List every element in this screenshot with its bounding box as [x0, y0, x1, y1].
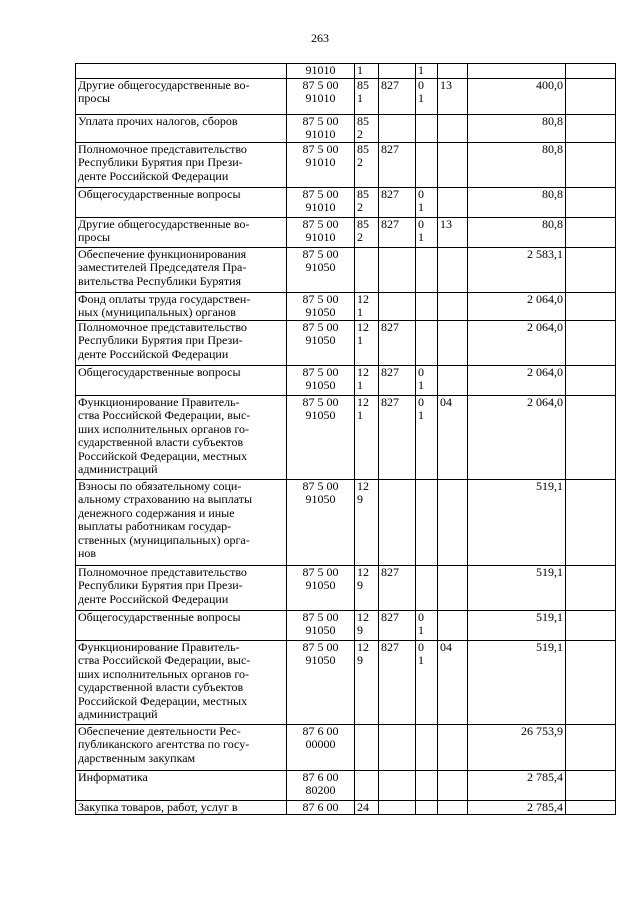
cell-administrator: [379, 724, 416, 770]
cell-name: [76, 114, 287, 142]
cell-section: [416, 565, 438, 610]
cell-name-line: выплаты работникам государ-: [78, 519, 232, 533]
cell-name: [76, 395, 287, 479]
table-row: [76, 217, 616, 247]
cell-section: [416, 395, 438, 479]
cell-name-line: ства Российской Федерации, выс-: [78, 653, 251, 667]
cell-section: [416, 114, 438, 142]
cell-subsection: 13: [438, 217, 468, 247]
cell-expense-type: [355, 479, 379, 565]
cell-expense-type-line: 12: [357, 365, 369, 379]
cell-administrator-line: 827: [381, 217, 399, 231]
cell-section: [416, 247, 438, 292]
cell-name-line: администраций: [78, 462, 158, 476]
cell-name-line: нов: [78, 546, 97, 560]
table-row: [76, 565, 616, 610]
cell-amount: 400,0: [468, 78, 566, 114]
cell-section-line: 0: [418, 78, 424, 92]
cell-target-article-line: 87 6 00: [302, 800, 339, 814]
cell-amount: 2 583,1: [468, 247, 566, 292]
cell-expense-type: [355, 247, 379, 292]
cell-name-line: Другие общегосударственные во-: [78, 78, 250, 92]
cell-extra: [566, 640, 616, 724]
cell-target-article-line: 87 5 00: [302, 217, 339, 231]
cell-target-article-line: 87 5 00: [302, 114, 339, 128]
cell-administrator: [379, 565, 416, 610]
cell-expense-type: [355, 64, 379, 79]
cell-section: [416, 770, 438, 800]
table-row: [76, 800, 616, 815]
cell-target-article-line: 91050: [305, 260, 336, 274]
cell-administrator: [379, 640, 416, 724]
cell-section-line: 1: [418, 623, 424, 637]
cell-expense-type-line: 1: [357, 408, 363, 422]
cell-expense-type-line: 9: [357, 492, 363, 506]
cell-target-article-line: 87 5 00: [302, 142, 339, 156]
cell-expense-type-line: 1: [357, 333, 363, 347]
cell-expense-type: [355, 78, 379, 114]
cell-target-article-line: 87 5 00: [302, 247, 339, 261]
cell-name-line: Другие общегосударственные во-: [78, 217, 250, 231]
cell-administrator: [379, 479, 416, 565]
cell-section: [416, 724, 438, 770]
cell-target-article-line: 87 6 00: [302, 724, 339, 738]
cell-subsection: [438, 247, 468, 292]
cell-target-article: [287, 114, 355, 142]
cell-extra: [566, 724, 616, 770]
cell-expense-type-line: 12: [357, 565, 369, 579]
cell-expense-type-line: 24: [357, 800, 369, 814]
cell-section: [416, 479, 438, 565]
cell-amount: 519,1: [468, 610, 566, 640]
cell-extra: [566, 320, 616, 365]
cell-expense-type-line: 85: [357, 78, 369, 92]
cell-expense-type-line: 1: [357, 91, 363, 105]
cell-subsection: [438, 565, 468, 610]
cell-target-article: [287, 247, 355, 292]
cell-administrator-line: 827: [381, 395, 399, 409]
cell-administrator-line: 827: [381, 142, 399, 156]
cell-name: [76, 142, 287, 187]
cell-target-article-line: 91050: [305, 623, 336, 637]
cell-name: [76, 320, 287, 365]
table-row: [76, 247, 616, 292]
cell-name-line: денежного содержания и иные: [78, 505, 235, 520]
cell-name-line: сударственной власти субъектов: [78, 435, 244, 449]
cell-expense-type-line: 9: [357, 623, 363, 637]
cell-extra: [566, 64, 616, 79]
cell-name-line: Полномочное представительство: [78, 142, 247, 156]
cell-name: [76, 640, 287, 724]
cell-target-article-line: 87 5 00: [302, 365, 339, 379]
cell-name-line: публиканского агентства по госу-: [78, 737, 250, 751]
cell-section-line: 1: [418, 63, 424, 77]
cell-name-line: сударственной власти субъектов: [78, 680, 244, 694]
cell-target-article: [287, 78, 355, 114]
cell-name-line: ства Российской Федерации, выс-: [78, 408, 251, 422]
cell-target-article-line: 87 5 00: [302, 479, 339, 493]
cell-amount: 519,1: [468, 640, 566, 724]
cell-administrator: [379, 365, 416, 395]
cell-expense-type: [355, 320, 379, 365]
cell-extra: [566, 610, 616, 640]
cell-section-line: 0: [418, 395, 424, 409]
cell-subsection: [438, 800, 468, 815]
cell-name-line: администраций: [78, 707, 158, 721]
cell-name: [76, 292, 287, 320]
cell-expense-type-line: 2: [357, 127, 363, 141]
cell-target-article: [287, 565, 355, 610]
cell-name: [76, 565, 287, 610]
table-row: [76, 610, 616, 640]
cell-name-line: Российской Федерации, местных: [78, 693, 248, 708]
cell-target-article-line: 91010: [305, 127, 336, 141]
cell-section: [416, 365, 438, 395]
cell-name-line: денте Российской Федерации: [78, 168, 229, 183]
cell-name-line: денте Российской Федерации: [78, 346, 229, 361]
cell-amount: 80,8: [468, 187, 566, 217]
cell-subsection: [438, 114, 468, 142]
cell-target-article-line: 91050: [305, 408, 336, 422]
cell-name-line: ших исполнительных органов го-: [78, 666, 249, 681]
cell-expense-type-line: 12: [357, 320, 369, 334]
cell-target-article-line: 80200: [305, 783, 336, 797]
cell-name-line: Общегосударственные вопросы: [78, 187, 241, 201]
cell-expense-type: [355, 114, 379, 142]
cell-administrator-line: 827: [381, 78, 399, 92]
cell-target-article-line: 91010: [305, 155, 336, 169]
table-row: [76, 479, 616, 565]
cell-name-line: Обеспечение деятельности Рес-: [78, 724, 241, 738]
cell-section: [416, 64, 438, 79]
cell-expense-type: [355, 292, 379, 320]
cell-target-article-line: 87 5 00: [302, 395, 339, 409]
cell-administrator-line: 827: [381, 565, 399, 579]
cell-section-line: 0: [418, 187, 424, 201]
cell-administrator: [379, 770, 416, 800]
cell-target-article: [287, 610, 355, 640]
cell-expense-type-line: 12: [357, 610, 369, 624]
cell-expense-type-line: 1: [357, 378, 363, 392]
cell-name-line: ших исполнительных органов го-: [78, 421, 249, 436]
table-row: [76, 78, 616, 114]
cell-name-line: просы: [78, 230, 111, 244]
cell-amount: 2 785,4: [468, 770, 566, 800]
cell-administrator: [379, 247, 416, 292]
cell-expense-type: [355, 565, 379, 610]
cell-extra: [566, 770, 616, 800]
cell-extra: [566, 479, 616, 565]
cell-extra: [566, 114, 616, 142]
cell-name: [76, 365, 287, 395]
cell-target-article-line: 91050: [305, 578, 336, 592]
cell-target-article: [287, 395, 355, 479]
cell-expense-type-line: 2: [357, 200, 363, 214]
cell-name: [76, 78, 287, 114]
cell-section-line: 1: [418, 653, 424, 667]
cell-target-article: [287, 187, 355, 217]
cell-name-line: Взносы по обязательному соци-: [78, 479, 242, 493]
cell-name-line: вительства Республики Бурятия: [78, 273, 242, 288]
cell-name-line: Республики Бурятия при Прези-: [78, 333, 243, 347]
cell-target-article-line: 87 5 00: [302, 610, 339, 624]
cell-expense-type-line: 1: [357, 63, 363, 77]
cell-name-line: Закупка товаров, работ, услуг в: [78, 800, 238, 814]
cell-name: [76, 479, 287, 565]
cell-section: [416, 320, 438, 365]
cell-extra: [566, 142, 616, 187]
cell-target-article: [287, 320, 355, 365]
page-number: 263: [311, 31, 329, 45]
cell-amount: 80,8: [468, 114, 566, 142]
cell-target-article-line: 91010: [305, 63, 336, 77]
table-row: [76, 724, 616, 770]
cell-target-article: [287, 800, 355, 815]
table-row: [76, 365, 616, 395]
cell-name: [76, 800, 287, 815]
cell-name-line: Общегосударственные вопросы: [78, 365, 241, 379]
cell-expense-type: [355, 217, 379, 247]
cell-subsection: [438, 770, 468, 800]
budget-table: [75, 63, 616, 815]
cell-name-line: просы: [78, 91, 111, 105]
cell-name-line: Полномочное представительство: [78, 320, 247, 334]
cell-name: [76, 770, 287, 800]
cell-name-line: денте Российской Федерации: [78, 591, 229, 606]
cell-extra: [566, 365, 616, 395]
cell-extra: [566, 78, 616, 114]
cell-subsection: [438, 365, 468, 395]
table-row: [76, 320, 616, 365]
cell-amount: 519,1: [468, 565, 566, 610]
cell-administrator: [379, 142, 416, 187]
cell-expense-type-line: 9: [357, 653, 363, 667]
cell-name-line: альному страхованию на выплаты: [78, 492, 253, 506]
cell-section: [416, 800, 438, 815]
cell-name: [76, 247, 287, 292]
cell-name-line: Российской Федерации, местных: [78, 448, 248, 463]
table-row: [76, 770, 616, 800]
cell-section: [416, 78, 438, 114]
cell-target-article-line: 91050: [305, 492, 336, 506]
cell-expense-type-line: 12: [357, 395, 369, 409]
cell-amount: 80,8: [468, 217, 566, 247]
cell-target-article-line: 91050: [305, 378, 336, 392]
cell-name-line: Фонд оплаты труда государствен-: [78, 292, 251, 306]
cell-name-line: Функционирование Правитель-: [78, 640, 240, 654]
table-row: [76, 187, 616, 217]
cell-target-article-line: 87 6 00: [302, 770, 339, 784]
cell-extra: [566, 292, 616, 320]
cell-extra: [566, 217, 616, 247]
cell-target-article: [287, 217, 355, 247]
cell-name: [76, 217, 287, 247]
cell-expense-type-line: 1: [357, 305, 363, 319]
cell-subsection: [438, 187, 468, 217]
cell-expense-type-line: 85: [357, 187, 369, 201]
cell-administrator: [379, 78, 416, 114]
cell-target-article-line: 87 5 00: [302, 320, 339, 334]
cell-extra: [566, 247, 616, 292]
cell-extra: [566, 187, 616, 217]
cell-expense-type-line: 12: [357, 479, 369, 493]
cell-target-article: [287, 292, 355, 320]
cell-target-article-line: 87 5 00: [302, 187, 339, 201]
cell-name-line: Информатика: [78, 770, 148, 784]
cell-name: [76, 724, 287, 770]
cell-section-line: 0: [418, 365, 424, 379]
cell-name-line: Полномочное представительство: [78, 565, 247, 579]
cell-subsection: 04: [438, 395, 468, 479]
cell-target-article-line: 00000: [305, 737, 336, 751]
cell-target-article: [287, 640, 355, 724]
cell-target-article: [287, 64, 355, 79]
cell-expense-type: [355, 640, 379, 724]
cell-section-line: 1: [418, 91, 424, 105]
cell-target-article-line: 87 5 00: [302, 292, 339, 306]
cell-administrator: [379, 800, 416, 815]
cell-amount: 2 064,0: [468, 320, 566, 365]
cell-name: [76, 64, 287, 79]
cell-target-article: [287, 365, 355, 395]
cell-target-article-line: 87 5 00: [302, 565, 339, 579]
cell-target-article-line: 91010: [305, 230, 336, 244]
cell-section-line: 0: [418, 217, 424, 231]
cell-extra: [566, 565, 616, 610]
cell-name-line: Республики Бурятия при Прези-: [78, 155, 243, 169]
cell-expense-type: [355, 142, 379, 187]
cell-administrator: [379, 217, 416, 247]
cell-name-line: ственных (муниципальных) орга-: [78, 532, 250, 547]
cell-target-article: [287, 724, 355, 770]
cell-expense-type-line: 9: [357, 578, 363, 592]
cell-expense-type-line: 2: [357, 230, 363, 244]
cell-administrator: [379, 610, 416, 640]
cell-target-article: [287, 479, 355, 565]
cell-target-article: [287, 770, 355, 800]
cell-administrator-line: 827: [381, 187, 399, 201]
cell-extra: [566, 800, 616, 815]
cell-target-article-line: 91050: [305, 333, 336, 347]
cell-name-line: Функционирование Правитель-: [78, 395, 240, 409]
cell-amount: 2 064,0: [468, 365, 566, 395]
cell-section: [416, 142, 438, 187]
cell-administrator: [379, 395, 416, 479]
cell-name-line: дарственным закупкам: [78, 750, 196, 765]
cell-section: [416, 292, 438, 320]
cell-target-article-line: 87 5 00: [302, 640, 339, 654]
cell-administrator: [379, 64, 416, 79]
budget-table-body: [76, 64, 616, 815]
cell-target-article-line: 91010: [305, 200, 336, 214]
cell-expense-type: [355, 187, 379, 217]
cell-name-line: Республики Бурятия при Прези-: [78, 578, 243, 592]
cell-subsection: [438, 479, 468, 565]
cell-target-article: [287, 142, 355, 187]
cell-name-line: ных (муниципальных) органов: [78, 305, 236, 319]
cell-section: [416, 610, 438, 640]
cell-administrator-line: 827: [381, 320, 399, 334]
cell-target-article-line: 91050: [305, 653, 336, 667]
cell-administrator: [379, 320, 416, 365]
cell-section: [416, 640, 438, 724]
cell-administrator: [379, 187, 416, 217]
cell-expense-type: [355, 395, 379, 479]
cell-name: [76, 610, 287, 640]
cell-administrator-line: 827: [381, 365, 399, 379]
cell-section-line: 0: [418, 640, 424, 654]
cell-subsection: [438, 724, 468, 770]
cell-section-line: 1: [418, 230, 424, 244]
cell-section-line: 1: [418, 408, 424, 422]
cell-subsection: 04: [438, 640, 468, 724]
cell-section-line: 0: [418, 610, 424, 624]
cell-target-article-line: 87 5 00: [302, 78, 339, 92]
cell-subsection: 13: [438, 78, 468, 114]
cell-amount: 26 753,9: [468, 724, 566, 770]
table-row: [76, 64, 616, 79]
cell-amount: 2 064,0: [468, 292, 566, 320]
cell-subsection: [438, 610, 468, 640]
cell-section: [416, 187, 438, 217]
cell-administrator-line: 827: [381, 610, 399, 624]
cell-expense-type-line: 85: [357, 142, 369, 156]
cell-name: [76, 187, 287, 217]
cell-subsection: [438, 64, 468, 79]
cell-subsection: [438, 292, 468, 320]
cell-amount: 2 064,0: [468, 395, 566, 479]
cell-expense-type: [355, 610, 379, 640]
cell-section-line: 1: [418, 378, 424, 392]
cell-amount: 2 785,4: [468, 800, 566, 815]
cell-subsection: [438, 142, 468, 187]
cell-name-line: заместителей Председателя Пра-: [78, 260, 247, 274]
cell-extra: [566, 395, 616, 479]
cell-expense-type: [355, 800, 379, 815]
cell-administrator: [379, 292, 416, 320]
cell-expense-type-line: 85: [357, 114, 369, 128]
cell-administrator-line: 827: [381, 640, 399, 654]
cell-name-line: Общегосударственные вопросы: [78, 610, 241, 624]
table-row: [76, 114, 616, 142]
cell-target-article-line: 91010: [305, 91, 336, 105]
cell-expense-type-line: 2: [357, 155, 363, 169]
cell-amount: 80,8: [468, 142, 566, 187]
cell-section-line: 1: [418, 200, 424, 214]
cell-expense-type: [355, 365, 379, 395]
cell-expense-type: [355, 770, 379, 800]
cell-target-article-line: 91050: [305, 305, 336, 319]
cell-subsection: [438, 320, 468, 365]
cell-amount: 519,1: [468, 479, 566, 565]
table-row: [76, 395, 616, 479]
cell-name-line: Обеспечение функционирования: [78, 247, 247, 261]
table-row: [76, 640, 616, 724]
cell-expense-type-line: 12: [357, 292, 369, 306]
table-row: [76, 292, 616, 320]
table-row: [76, 142, 616, 187]
cell-expense-type: [355, 724, 379, 770]
cell-administrator: [379, 114, 416, 142]
cell-expense-type-line: 85: [357, 217, 369, 231]
cell-section: [416, 217, 438, 247]
cell-expense-type-line: 12: [357, 640, 369, 654]
cell-name-line: Уплата прочих налогов, сборов: [78, 114, 238, 128]
cell-amount: [468, 64, 566, 79]
